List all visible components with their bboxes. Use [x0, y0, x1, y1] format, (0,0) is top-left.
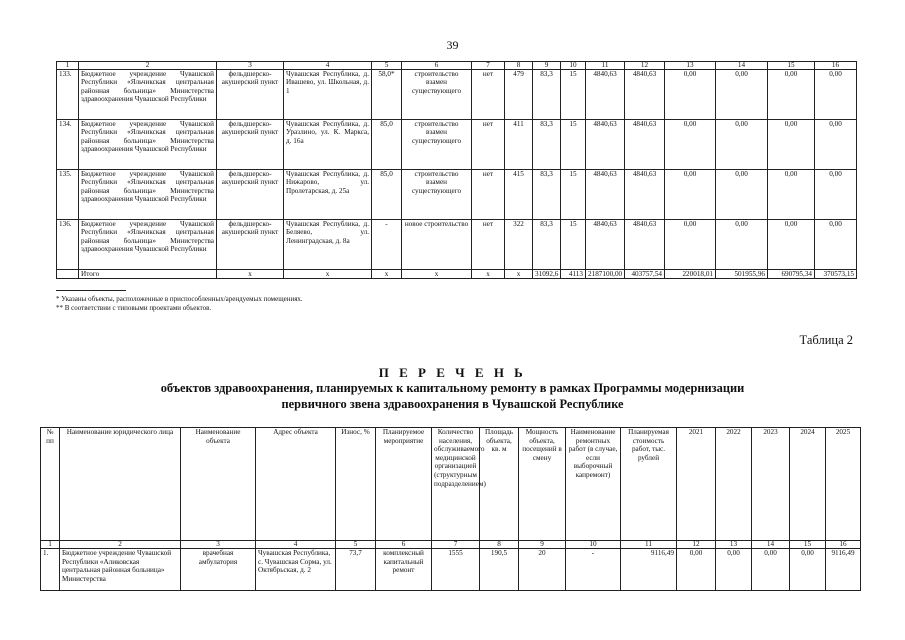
- column-header: № пп: [41, 428, 60, 541]
- table-cell: 15: [561, 220, 586, 270]
- column-header: Количество населения, обслуживаемого медицинской организацией (структурным подразделением): [432, 428, 480, 541]
- column-number: 5: [372, 62, 402, 70]
- column-number: 8: [480, 541, 519, 549]
- footnote: ** В соответствии с типовыми проектами объектов.: [56, 303, 212, 312]
- column-number: 13: [665, 62, 716, 70]
- page-number: 39: [446, 38, 459, 52]
- column-number: 13: [716, 541, 752, 549]
- row-number: 1.: [41, 549, 60, 591]
- footnote-rule: [56, 290, 126, 291]
- column-number: 2: [60, 541, 181, 549]
- table-cell: x: [472, 270, 505, 279]
- footnotes: [56, 290, 303, 312]
- table-cell: 83,3: [533, 170, 561, 220]
- column-header: Наименование ремонтных работ (в случае, если выборочный капремонт): [566, 428, 621, 541]
- column-number: 7: [432, 541, 480, 549]
- planned-measure: строительство взамен существующего: [402, 70, 472, 120]
- column-number: 2: [79, 62, 217, 70]
- table-cell: x: [505, 270, 533, 279]
- row-number: 136.: [57, 220, 79, 270]
- planned-measure: строительство взамен существующего: [402, 170, 472, 220]
- column-header: 2023: [752, 428, 790, 541]
- table-cell: 0,00: [665, 70, 716, 120]
- table-cell: x: [217, 270, 284, 279]
- legal-entity: Бюджетное учреждение Чувашской Республики «Яльчикская центральная районная больница» Министерства здравоохранения Чувашской Республики: [79, 120, 217, 170]
- object-address: Чувашская Республика, д. Нижарово, ул. Пролетарская, д. 25а: [284, 170, 372, 220]
- table-cell: нет: [472, 70, 505, 120]
- list-title: П Е Р Е Ч Е Н Ь: [378, 365, 527, 380]
- table-cell: 0,00: [815, 220, 857, 270]
- table-cell: 411: [505, 120, 533, 170]
- table-cell: 85,0: [372, 120, 402, 170]
- table-cell: x: [372, 270, 402, 279]
- object-name: фельдшерско-акушерский пункт: [217, 220, 284, 270]
- column-header: Износ, %: [336, 428, 376, 541]
- table-cell: 4840,63: [586, 170, 625, 220]
- column-number: 10: [561, 62, 586, 70]
- table-cell: 31092,6: [533, 270, 561, 279]
- table-cell: 0,00: [716, 170, 768, 220]
- column-header: Наименование юридического лица: [60, 428, 181, 541]
- table-cell: 2187100,00: [586, 270, 625, 279]
- table-cell: 4840,63: [586, 220, 625, 270]
- column-number: 6: [402, 62, 472, 70]
- table-cell: 58,0*: [372, 70, 402, 120]
- table-cell: 4840,63: [625, 120, 665, 170]
- table-cell: 83,3: [533, 120, 561, 170]
- table-cell: нет: [472, 220, 505, 270]
- table-cell: 0,00: [665, 120, 716, 170]
- table-cell: 4840,63: [586, 70, 625, 120]
- table-cell: 85,0: [372, 170, 402, 220]
- table-cell: 15: [561, 170, 586, 220]
- table-cell: 0,00: [768, 120, 815, 170]
- table-cell: 403757,54: [625, 270, 665, 279]
- table-cell: 15: [561, 120, 586, 170]
- table-cell: 9116,49: [621, 549, 677, 591]
- table-cell: 9116,49: [826, 549, 861, 591]
- table-cell: 0,00: [716, 220, 768, 270]
- column-number: 5: [336, 541, 376, 549]
- column-header: Мощность объекта, посещений в смену: [519, 428, 566, 541]
- column-number: 9: [533, 62, 561, 70]
- table-row: [41, 549, 861, 591]
- table-row: [57, 220, 857, 270]
- column-number: 6: [376, 541, 432, 549]
- column-number-row: [41, 541, 861, 549]
- object-address: Чувашская Республика, д. Беляево, ул. Ленинградская, д. 8а: [284, 220, 372, 270]
- column-number: 4: [256, 541, 336, 549]
- table-cell: 83,3: [533, 70, 561, 120]
- planned-measure: новое строительство: [402, 220, 472, 270]
- column-header: 2024: [790, 428, 826, 541]
- legal-entity: Бюджетное учреждение Чувашской Республики «Аликовская центральная районная больница» Министерства: [60, 549, 181, 591]
- legal-entity: Бюджетное учреждение Чувашской Республики «Яльчикская центральная районная больница» Министерства здравоохранения Чувашской Республики: [79, 220, 217, 270]
- table-cell: 220018,01: [665, 270, 716, 279]
- footnote: * Указаны объекты, расположенные в приспособленных/арендуемых помещениях.: [56, 295, 303, 303]
- table-cell: 0,00: [716, 120, 768, 170]
- total-row: [57, 270, 857, 279]
- column-number: 10: [566, 541, 621, 549]
- table-cell: 322: [505, 220, 533, 270]
- planned-measure: комплексный капитальный ремонт: [376, 549, 432, 591]
- column-number: 1: [57, 62, 79, 70]
- column-header: 2025: [826, 428, 861, 541]
- table-cell: 0,00: [768, 70, 815, 120]
- column-number: 15: [768, 62, 815, 70]
- table-cell: 0,00: [716, 549, 752, 591]
- facilities-table-continued: [56, 61, 857, 279]
- table-cell: x: [284, 270, 372, 279]
- table-label: Таблица 2: [799, 333, 853, 347]
- table-cell: нет: [472, 120, 505, 170]
- table-cell: 0,00: [665, 220, 716, 270]
- table-cell: x: [402, 270, 472, 279]
- row-number: 133.: [57, 70, 79, 120]
- table-cell: 15: [561, 70, 586, 120]
- column-number: 1: [41, 541, 60, 549]
- column-number: 16: [815, 62, 857, 70]
- table-cell: 83,3: [533, 220, 561, 270]
- column-header: Адрес объекта: [256, 428, 336, 541]
- column-number: 14: [716, 62, 768, 70]
- header-row: [41, 428, 861, 541]
- column-number: 7: [472, 62, 505, 70]
- table-cell: 4840,63: [586, 120, 625, 170]
- total-label: Итого: [79, 270, 217, 279]
- row-number: 134.: [57, 120, 79, 170]
- column-number-row: [57, 62, 857, 70]
- column-number: 3: [181, 541, 256, 549]
- column-header: Наименование объекта: [181, 428, 256, 541]
- table-cell: 415: [505, 170, 533, 220]
- table-cell: 4840,63: [625, 220, 665, 270]
- table-cell: 4840,63: [625, 70, 665, 120]
- column-header: Планируемое мероприятие: [376, 428, 432, 541]
- column-number: 11: [621, 541, 677, 549]
- table-cell: 190,5: [480, 549, 519, 591]
- table-cell: 0,00: [768, 220, 815, 270]
- column-number: 16: [826, 541, 861, 549]
- row-number: 135.: [57, 170, 79, 220]
- table-cell: 370573,15: [815, 270, 857, 279]
- table-row: [57, 70, 857, 120]
- table-cell: -: [372, 220, 402, 270]
- table-cell: 501955,96: [716, 270, 768, 279]
- column-number: 11: [586, 62, 625, 70]
- list-subtitle-line2: первичного звена здравоохранения в Чувашской Республике: [281, 397, 624, 411]
- table-cell: 0,00: [790, 549, 826, 591]
- object-address: Чувашская Республика, д. Уразлино, ул. К. Маркса, д. 16а: [284, 120, 372, 170]
- object-name: фельдшерско-акушерский пункт: [217, 70, 284, 120]
- table-cell: [57, 270, 79, 279]
- table-cell: 0,00: [815, 70, 857, 120]
- object-address: Чувашская Республика, с. Чувашская Сорма, ул. Октябрьская, д. 2: [256, 549, 336, 591]
- table-cell: 0,00: [752, 549, 790, 591]
- column-number: 3: [217, 62, 284, 70]
- legal-entity: Бюджетное учреждение Чувашской Республики «Яльчикская центральная районная больница» Министерства здравоохранения Чувашской Республики: [79, 70, 217, 120]
- table-cell: 0,00: [665, 170, 716, 220]
- column-number: 8: [505, 62, 533, 70]
- table-cell: нет: [472, 170, 505, 220]
- table-cell: 479: [505, 70, 533, 120]
- column-number: 12: [625, 62, 665, 70]
- table-cell: 4113: [561, 270, 586, 279]
- table-cell: -: [566, 549, 621, 591]
- object-address: Чувашская Республика, д. Ивашево, ул. Школьная, д. 1: [284, 70, 372, 120]
- table-cell: 4840,63: [625, 170, 665, 220]
- table-cell: 0,00: [768, 170, 815, 220]
- column-number: 9: [519, 541, 566, 549]
- column-header: Планируемая стоимость работ, тыс. рублей: [621, 428, 677, 541]
- object-name: фельдшерско-акушерский пункт: [217, 170, 284, 220]
- table-cell: 0,00: [677, 549, 716, 591]
- table-cell: 0,00: [815, 120, 857, 170]
- repair-objects-table: [40, 427, 861, 591]
- column-header: Площадь объекта, кв. м: [480, 428, 519, 541]
- column-header: 2021: [677, 428, 716, 541]
- table-cell: 73,7: [336, 549, 376, 591]
- table-row: [57, 170, 857, 220]
- column-number: 12: [677, 541, 716, 549]
- planned-measure: строительство взамен существующего: [402, 120, 472, 170]
- legal-entity: Бюджетное учреждение Чувашской Республики «Яльчикская центральная районная больница» Министерства здравоохранения Чувашской Республики: [79, 170, 217, 220]
- table-row: [57, 120, 857, 170]
- table-cell: 20: [519, 549, 566, 591]
- column-number: 14: [752, 541, 790, 549]
- table-cell: 690795,34: [768, 270, 815, 279]
- column-header: 2022: [716, 428, 752, 541]
- column-number: 4: [284, 62, 372, 70]
- object-name: фельдшерско-акушерский пункт: [217, 120, 284, 170]
- column-number: 15: [790, 541, 826, 549]
- object-name: врачебная амбулатория: [181, 549, 256, 591]
- table-cell: 1555: [432, 549, 480, 591]
- table-cell: 0,00: [716, 70, 768, 120]
- list-subtitle-line1: объектов здравоохранения, планируемых к капитальному ремонту в рамках Программы модернизации: [160, 381, 745, 395]
- table-cell: 0,00: [815, 170, 857, 220]
